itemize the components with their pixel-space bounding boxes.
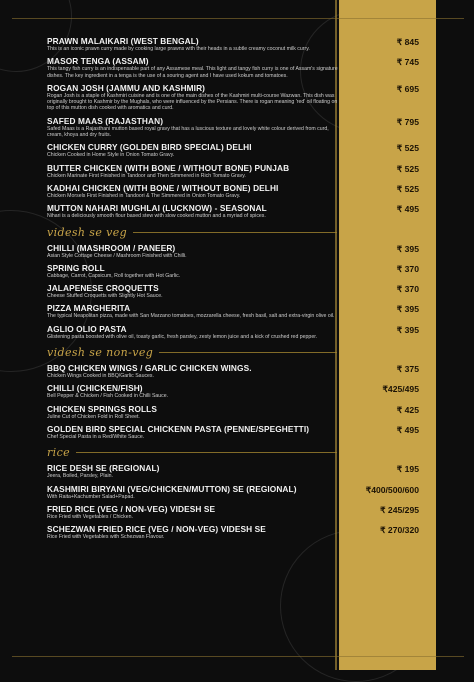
section-title (47, 226, 337, 239)
menu-item-description: Nihari is a deliciously smooth flour based stew with slow cooked mutton and a myriad of spices. (47, 213, 266, 220)
menu-item-price: ₹ 395 (396, 304, 419, 315)
menu-item-name: BUTTER CHICKEN (WITH BONE / WITHOUT BONE) PUNJAB (47, 162, 290, 173)
menu-item-description: Rogan Josh is a staple of Kashmiri cuisine and is one of the main dishes of the Kashmiri multi-course Wazwan. This dish was originally brought to Kashmir by the Mughals, who were influenced by the Persians. There is rogan meaning 'red' oil floating on top of this mutton dish cooked with aromatics and curd. (47, 92, 338, 112)
menu-item-description: Cheese Stuffed Croquetts with Slightly Hot Sauce. (47, 293, 163, 300)
menu-item-name: CHILLI (MASHROOM / PANEER) (47, 242, 176, 253)
menu-item-name: CHICKEN SPRINGS ROLLS (47, 403, 157, 414)
menu-content (47, 36, 427, 544)
menu-item (47, 243, 427, 259)
menu-item-description: Jeera, Boiled, Parsley, Plain. (47, 473, 113, 480)
menu-item-description: Chicken Wings Cooked in BBQ/Garlic Sauces. (47, 373, 154, 380)
menu-item-name: CHICKEN CURRY (GOLDEN BIRD SPECIAL) DELHI (47, 142, 252, 153)
menu-item-name: MUTTON NAHARI MUGHLAI (LUCKNOW) - SEASONAL (47, 203, 267, 214)
menu-item-name: RICE DESH SE (REGIONAL) (47, 463, 160, 474)
menu-item-description: Chicken Marinate First Finished in Tandoor and Then Simmered in Rich Tomato Gravy. (47, 172, 246, 179)
menu-item-price: ₹ 245/295 (380, 504, 419, 515)
menu-item-price: ₹ 425 (396, 404, 419, 415)
menu-item-price: ₹ 525 (396, 143, 419, 154)
menu-item (47, 116, 427, 139)
menu-item-price: ₹ 195 (396, 464, 419, 475)
menu-item-description: Bell Pepper & Chicken / Fish Cooked in Chilli Sauce. (47, 393, 169, 400)
menu-item-name: PIZZA MARGHERITA (47, 303, 131, 314)
menu-item (47, 283, 427, 299)
menu-item-name: JALAPENESE CROQUETTS (47, 283, 159, 294)
menu-item (47, 524, 427, 540)
menu-item-description: Glistening pasta boosted with olive oil, toasty garlic, fresh parsley, zesty lemon juice and a kick of crushed red pepper. (47, 333, 318, 340)
menu-item-description: Rice Fried with Vegetables with Schezwan Flavour. (47, 534, 165, 541)
menu-item-name: CHILLI (CHICKEN/FISH) (47, 383, 143, 394)
menu-item (47, 163, 427, 179)
section-title (47, 346, 337, 359)
menu-item-name: ROGAN JOSH (JAMMU AND KASHMIR) (47, 82, 206, 93)
menu-item-price: ₹ 495 (396, 204, 419, 215)
menu-item (47, 484, 427, 500)
menu-item-price: ₹ 845 (396, 37, 419, 47)
menu-item-price: ₹ 375 (396, 364, 419, 375)
menu-item-price: ₹ 795 (396, 116, 419, 127)
section-title (47, 446, 337, 459)
menu-item-price: ₹ 495 (396, 424, 419, 435)
menu-item (47, 404, 427, 420)
menu-item (47, 263, 427, 279)
menu-item-description: The typical Neapolitan pizza, made with San Marzano tomatoes, mozzarella cheese, fresh basil, salt and extra-virgin olive oil. (47, 313, 335, 320)
menu-item-description: Juline Cut of Chicken Fold in Roll Sheet. (47, 413, 140, 420)
menu-item-price: ₹ 370 (396, 284, 419, 295)
menu-item-price: ₹ 370 (396, 263, 419, 274)
menu-item-name: SAFED MAAS (RAJASTHAN) (47, 115, 164, 126)
menu-item (47, 183, 427, 199)
section-divider (76, 452, 337, 453)
menu-item-name: GOLDEN BIRD SPECIAL CHICKENN PASTA (PENNE/SPEGHETTI) (47, 423, 310, 434)
menu-item (47, 56, 427, 79)
menu-item-price: ₹ 745 (396, 57, 419, 68)
menu-item-name: BBQ CHICKEN WINGS / GARLIC CHICKEN WINGS. (47, 363, 252, 374)
menu-item (47, 142, 427, 158)
menu-item-name: SCHEZWAN FRIED RICE (VEG / NON-VEG) VIDESH SE (47, 524, 266, 535)
menu-item (47, 36, 427, 52)
top-border-line (12, 18, 464, 19)
menu-item (47, 324, 427, 340)
menu-item (47, 83, 427, 112)
menu-item-price: ₹ 525 (396, 163, 419, 174)
menu-item-description: Asian Style Cottage Cheese / Mashroom Finished with Chilli. (47, 252, 187, 259)
bottom-border-line (12, 656, 464, 657)
menu-item-name: SPRING ROLL (47, 262, 105, 273)
menu-item-name: PRAWN MALAIKARI (WEST BENGAL) (47, 36, 199, 46)
menu-item-description: Rice Fried with Vegetables / Chicken. (47, 513, 133, 520)
menu-item-price: ₹ 395 (396, 324, 419, 335)
menu-item-name: MASOR TENGA (ASSAM) (47, 56, 149, 67)
menu-item-name: AGLIO OLIO PASTA (47, 323, 127, 334)
menu-item-description: This is an iconic prawn curry made by cooking large prawns with their heads in a subtle creamy coconut milk curry. (47, 46, 310, 52)
menu-item-description: With Raita+Kachumber Salad+Papad. (47, 493, 135, 500)
section-divider (133, 232, 337, 233)
menu-item-price: ₹425/495 (382, 384, 419, 395)
menu-item-description: This tangy fish curry is an indispensable part of any Assamese meal. This light and tangy fish curry is one of Assam's signature dishes. The key ingredient in a tenga is the use of a souring agent and I have used kokum and tomatoes. (47, 66, 338, 79)
menu-item-description: Chicken Morsels First Finished in Tandoori & The Simmered in Onion Tomato Gravy. (47, 192, 241, 199)
menu-item-name: KADHAI CHICKEN (WITH BONE / WITHOUT BONE) DELHI (47, 182, 279, 193)
menu-item (47, 363, 427, 379)
menu-item-price: ₹ 270/320 (380, 525, 419, 536)
menu-item-description: Cabbage, Carrot, Capsicum, Roll together with Hot Garlic. (47, 272, 181, 279)
menu-item (47, 424, 427, 440)
section-title-text: videsh se veg (47, 225, 128, 239)
menu-item (47, 383, 427, 399)
section-title-text: rice (47, 446, 71, 460)
menu-item-name: KASHMIRI BIRYANI (VEG/CHICKEN/MUTTON) SE (REGIONAL) (47, 483, 297, 494)
menu-item-price: ₹400/500/600 (365, 484, 419, 495)
menu-item-price: ₹ 695 (396, 83, 419, 94)
menu-item-price: ₹ 525 (396, 183, 419, 194)
section-title-text: videsh se non-veg (47, 346, 154, 360)
menu-item-description: Chicken Cooked in Home Style in Onion Tomato Gravy. (47, 152, 175, 159)
section-divider (159, 352, 337, 353)
menu-item-description: Chef Special Pasta in a Red/White Sauce. (47, 433, 145, 440)
menu-item-description: Safed Maas is a Rajasthani mutton based royal gravy that has a luscious texture and lovely white colour derived from curd, cream, khoya and dry fruits. (47, 125, 329, 139)
menu-item (47, 303, 427, 319)
menu-item (47, 504, 427, 520)
menu-item-price: ₹ 395 (396, 243, 419, 254)
menu-item (47, 463, 427, 479)
menu-item-name: FRIED RICE (VEG / NON-VEG) VIDESH SE (47, 503, 216, 514)
menu-item (47, 203, 427, 219)
